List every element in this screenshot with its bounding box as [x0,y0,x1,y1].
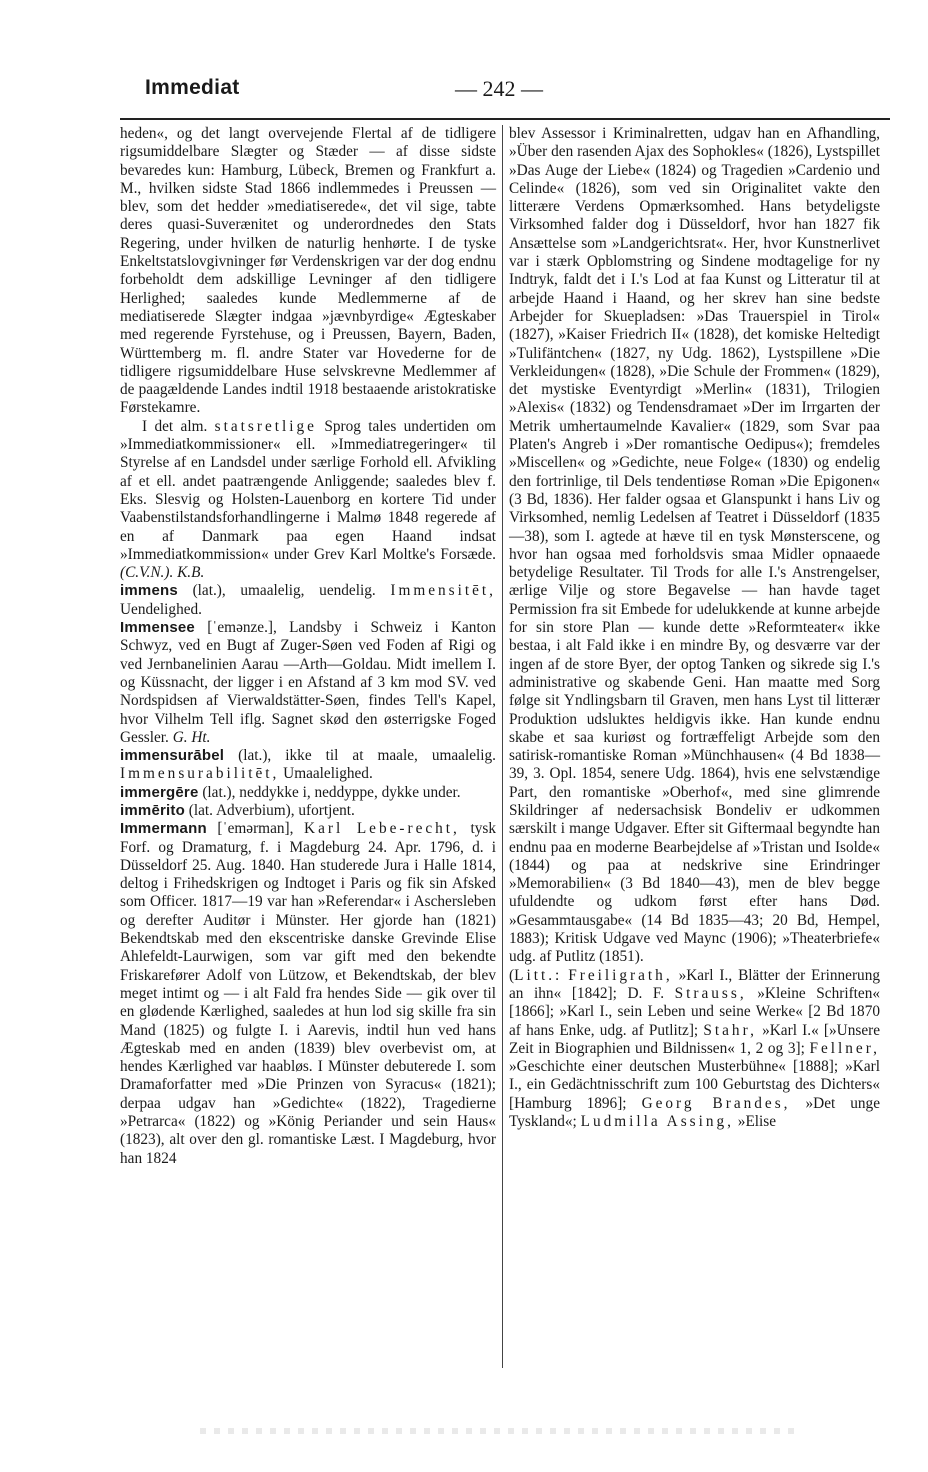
column-divider [502,125,503,1368]
headword: Immermann [120,820,207,838]
headword: immergēre [120,783,199,801]
pronunciation: [ˈemərman], [206,820,305,838]
text-segment: ( [509,966,515,984]
headword: immensurābel [120,747,225,765]
left-column [120,125,496,1168]
spaced-name: Karl Lebe-recht, [304,820,460,838]
text-segment: Sprog tales undertiden om »Immediatkommissioner« ell. »Immediatregeringer« til Styrelse af en Landsdel under særlige Forhold ell. Afvikling af et ell. andet paatrængende Anliggende; saaledes blev f. Eks. Slesvig og Holsten-Lauenborg en kortere Tid under Vaabenstilstandsforhandlingerne i Malmø 1848 regerede af en af Danmark paa egen Haand indsat »Immediatkommission« under Grev Karl Moltke's Forsæde. [120,417,496,563]
spaced-name: Strauss, [674,984,747,1002]
text-segment: »Karl I., Blätter der Erinnerung an ihn« [1842]; D. F. [509,966,880,1002]
spaced-name: Ludmilla Assing, [580,1113,734,1131]
spaced-term: statsretlige [214,417,317,435]
paragraph-literature [509,967,880,1132]
definition: [ˈemənze.], Landsby i Schweiz i Kanton Schwyz, ved en Bugt af Zuger-Søen ved Foden af Rigi og ved Jernbanelinien Aarau —Arth—Goldau. Midt imellem I. og Küssnacht, der ligger i en Afstand af 3 km mod SV. ved Nordspidsen af Vierwaldstätter-Søen, findes Tell's Kapel, hvor Vilhelm Tell iflg. Sagnet skød den østerrigske Foged Gessler. [120,619,496,746]
spaced-name: Freiligrath, [568,966,673,984]
paragraph-mediatization: heden«, og det langt overvejende Flertal af de tidligere rigsumiddelbare Slægter og Stæder — af disse sidste bevaredes kun: Hamburg, Lübeck, Bremen og Frankfurt a. M., hvilken sidste Stad 1866 indlemmedes i Preussen — blev, som det hedder »mediatiserede«, det vil sige, tabte deres quasi-Suverænitet og underordnedes den Stats Regering, under hvilken de naturlig henhørte. I de tyske Enkeltstatslovgivninger før Verdenskrigen var der dog endnu forbeholdt dem adskillige Levninger af den tidligere Herlighed; saaledes kunde Medlemmerne af de mediatiserede Slægter indgaa »jævnbyrdige« Ægteskaber med regerende Fyrstehuse, og i Preussen, Bayern, Baden, Württemberg m. fl. andre Stater var Hovederne for de tidligere rigsumiddelbare Huse selvskrevne Medlemmer af de paagældende Landes indtil 1918 bestaaende aristokratiske Førstekamre. [120,125,496,417]
scan-artifact [200,1428,800,1434]
spaced-term: Litt.: [514,966,563,984]
text-segment: »Kleine Schriften« [1866]; »Karl I., sein Leben und seine Werke« [2 Bd 1870 af hans Enke, udg. af Putlitz]; [509,984,881,1039]
author-signature: G. Ht. [172,728,211,746]
definition: (lat.), neddykke i, neddyppe, dykke under. [198,783,461,801]
entry-immerito [120,802,496,820]
text-segment: »Elise [733,1113,777,1131]
spaced-name: Stahr, [703,1021,757,1039]
text-segment: »Det unge Tyskland«; [509,1094,880,1131]
right-column [509,125,880,1131]
paragraph-immermann-continued: blev Assessor i Kriminalretten, udgav han en Afhandling, »Über den rasenden Ajax des Sophokles« (1826), Lystspillet »Das Auge der Liebe« (1824) og Tragedien »Cardenio und Celinde« (1826), som ved sin Originalitet vakte den litterære Verdens Opmærksomhed. Hans betydeligste Virksomhed falder dog i Düsseldorf, hvor han 1827 fik Ansættelse som »Landgerichtsrat«. Her, hvor Kunstnerlivet var i stærk Opblomstring og Sindene modtagelige for ny Indtryk, faldt det i I.'s Lod at faa Kunst og Litteratur til at arbejde Haand i Haand, og her skrev han sine bedste Arbejder for Skuepladsen: »Das Trauerspiel in Tirol« (1827), »Kaiser Friedrich II« (1828), det komiske Heltedigt »Tulifäntchen« (1827, ny Udg. 1862), Lystspillene »Die Verkleidungen« (1828), »Die Schule der Frommen« (1829), det mystiske Eventyrdigt »Merlin« (1831), Trilogien »Alexis« (1832) og Tendensdramaet »Der im Irrgarten der Metrik umhertaumelnde Kavalier« (1829, som Svar paa Platen's Angreb i »Der romantische Oedipus«); fremdeles »Miscellen« og »Gedichte, neue Folge« (1830) og endelig den fortrinlige, til Dels tendentiøse Roman »Die Epigonen« (3 Bd, 1836). Her falder ogsaa et Glanspunkt i hans Liv og Virksomhed, nemlig Ledelsen af Teatret i Düsseldorf (1835—38), som I. agtede at hæve til en tysk Mønsterscene, og hvor han ogsaa med forholdsvis smaa Midler opnaaede betydelige Resultater. Til Trods for alle I.'s Anstrengelser, ærlige Vilje og store Begavelse — han havde taget Permission fra sit Embede for udelukkende at kunne arbejde for sin store Plan — kunde dette »Reformteater« ikke bestaa, i alt Fald ikke i en mindre By, og desværre var der ingen af de store Byer, der optog Tanken og sikrede sig I.'s administrative og skabende Geni. Han maatte med Sorg følge sit Yndlingsbarn til Graven, men hans Lyst til litterær Produktion udsluktes heldigvis ikke. Han kunde endnu skabe et saa kuriøst og fortræffeligt Arbejde som den satirisk-romantiske Roman »Münchhausen« (4 Bd 1838—39, 3. Opl. 1854, senere Udg. 1864), hvis ene selvstændige Part, den romantiske »Oberhof«, med sine glimrende Skildringer af nedersachsisk Bondeliv er udkommen særskilt i mange Udgaver. Efter sit Giftermaal begyndte han endnu paa en moderne Bearbejdelse af »Tristan und Isolde« (1844) og paa at nedskrive sine Erindringer »Memorabilien« (3 Bd 1840—43), men de blev begge ufuldendte og udkom først efter hans Død. »Gesammtausgabe« (14 Bd 1835—43; 20 Bd, Hempel, 1883); Kritisk Udgave ved Maync (1906); »Theaterbriefe« udg. af Putlitz (1851). [509,125,880,966]
entry-immensurabel [120,747,496,784]
page-number: — 242 — [455,76,543,101]
spaced-term: Immensitēt, [390,582,496,600]
headword: immērito [120,801,185,819]
entry-immens [120,582,496,619]
definition: (lat.), ikke til at maale, umaalelig. [224,747,496,765]
author-signature: (C.V.N.). K.B. [120,564,205,582]
entry-immermann [120,820,496,1168]
definition-tail: Uendelighed. [120,600,202,618]
page-header [145,76,885,106]
text-segment: »Karl I.« [»Unsere Zeit in Biographien und Bildnissen« 1, 2 og 3]; [509,1021,880,1057]
spaced-term: Immensurabilitēt, [120,765,280,783]
headword: Immensee [120,619,195,637]
definition: (lat.), umaalelig, uendelig. [177,582,391,600]
header-rule [120,118,890,120]
definition: tysk Forf. og Dramaturg, f. i Magdeburg 24. Apr. 1796, d. i Düsseldorf 25. Aug. 1840. Han studerede Jura i Halle 1814, deltog i Frihedskrigen og Indtoget i Paris og fik sin Afsked som Officer. 1817—19 var han »Referendar« i Aschersleben og derefter Auditør i Münster. Her gjorde han (1821) Bekendtskab med den ekscentriske danske Grevinde Elise Ahlefeldt-Laurwigen, som var gift med den bekendte Friskarefører Adolf von Lützow, et Bekendtskab, der blev meget intimt og — i alt Fald fra hendes Side — gik over til en glødende Kærlighed, saaledes at hun lod sig skille fra sin Mand (1825) og fulgte I. i Aarevis, indtil hun ved hans Ægteskab med en anden (1839) blev overbevist om, at hendes Kærlighed var haabløs. I Münster debuterede I. som Dramaforfatter med »Die Prinzen von Syracus« (1821); derpaa udgav han »Gedichte« (1822), Tragedierne »Petrarca« (1822) og »König Periander und sein Haus« (1823), alt over den gl. romantiske Læst. I Magdeburg, hvor han 1824 [120,820,496,1167]
definition: (lat. Adverbium), ufortjent. [184,801,355,819]
entry-immensee [120,619,496,747]
running-head-word: Immediat [145,76,240,99]
text-segment: »Geschichte einer deutschen Musterbühne« [1888]; »Karl I., ein Gedächtnisschrift zum 100 Geburtstag des Dichters« [Hamburg 1896]; [509,1058,880,1112]
definition-tail: Umaalelighed. [279,765,373,783]
paragraph-immediat-usage [120,418,496,583]
entry-immergere [120,784,496,802]
text-segment: I det alm. [142,417,208,435]
spaced-name: Georg Brandes, [641,1094,791,1112]
spaced-name: Fellner, [809,1039,880,1057]
headword: immens [120,582,178,600]
